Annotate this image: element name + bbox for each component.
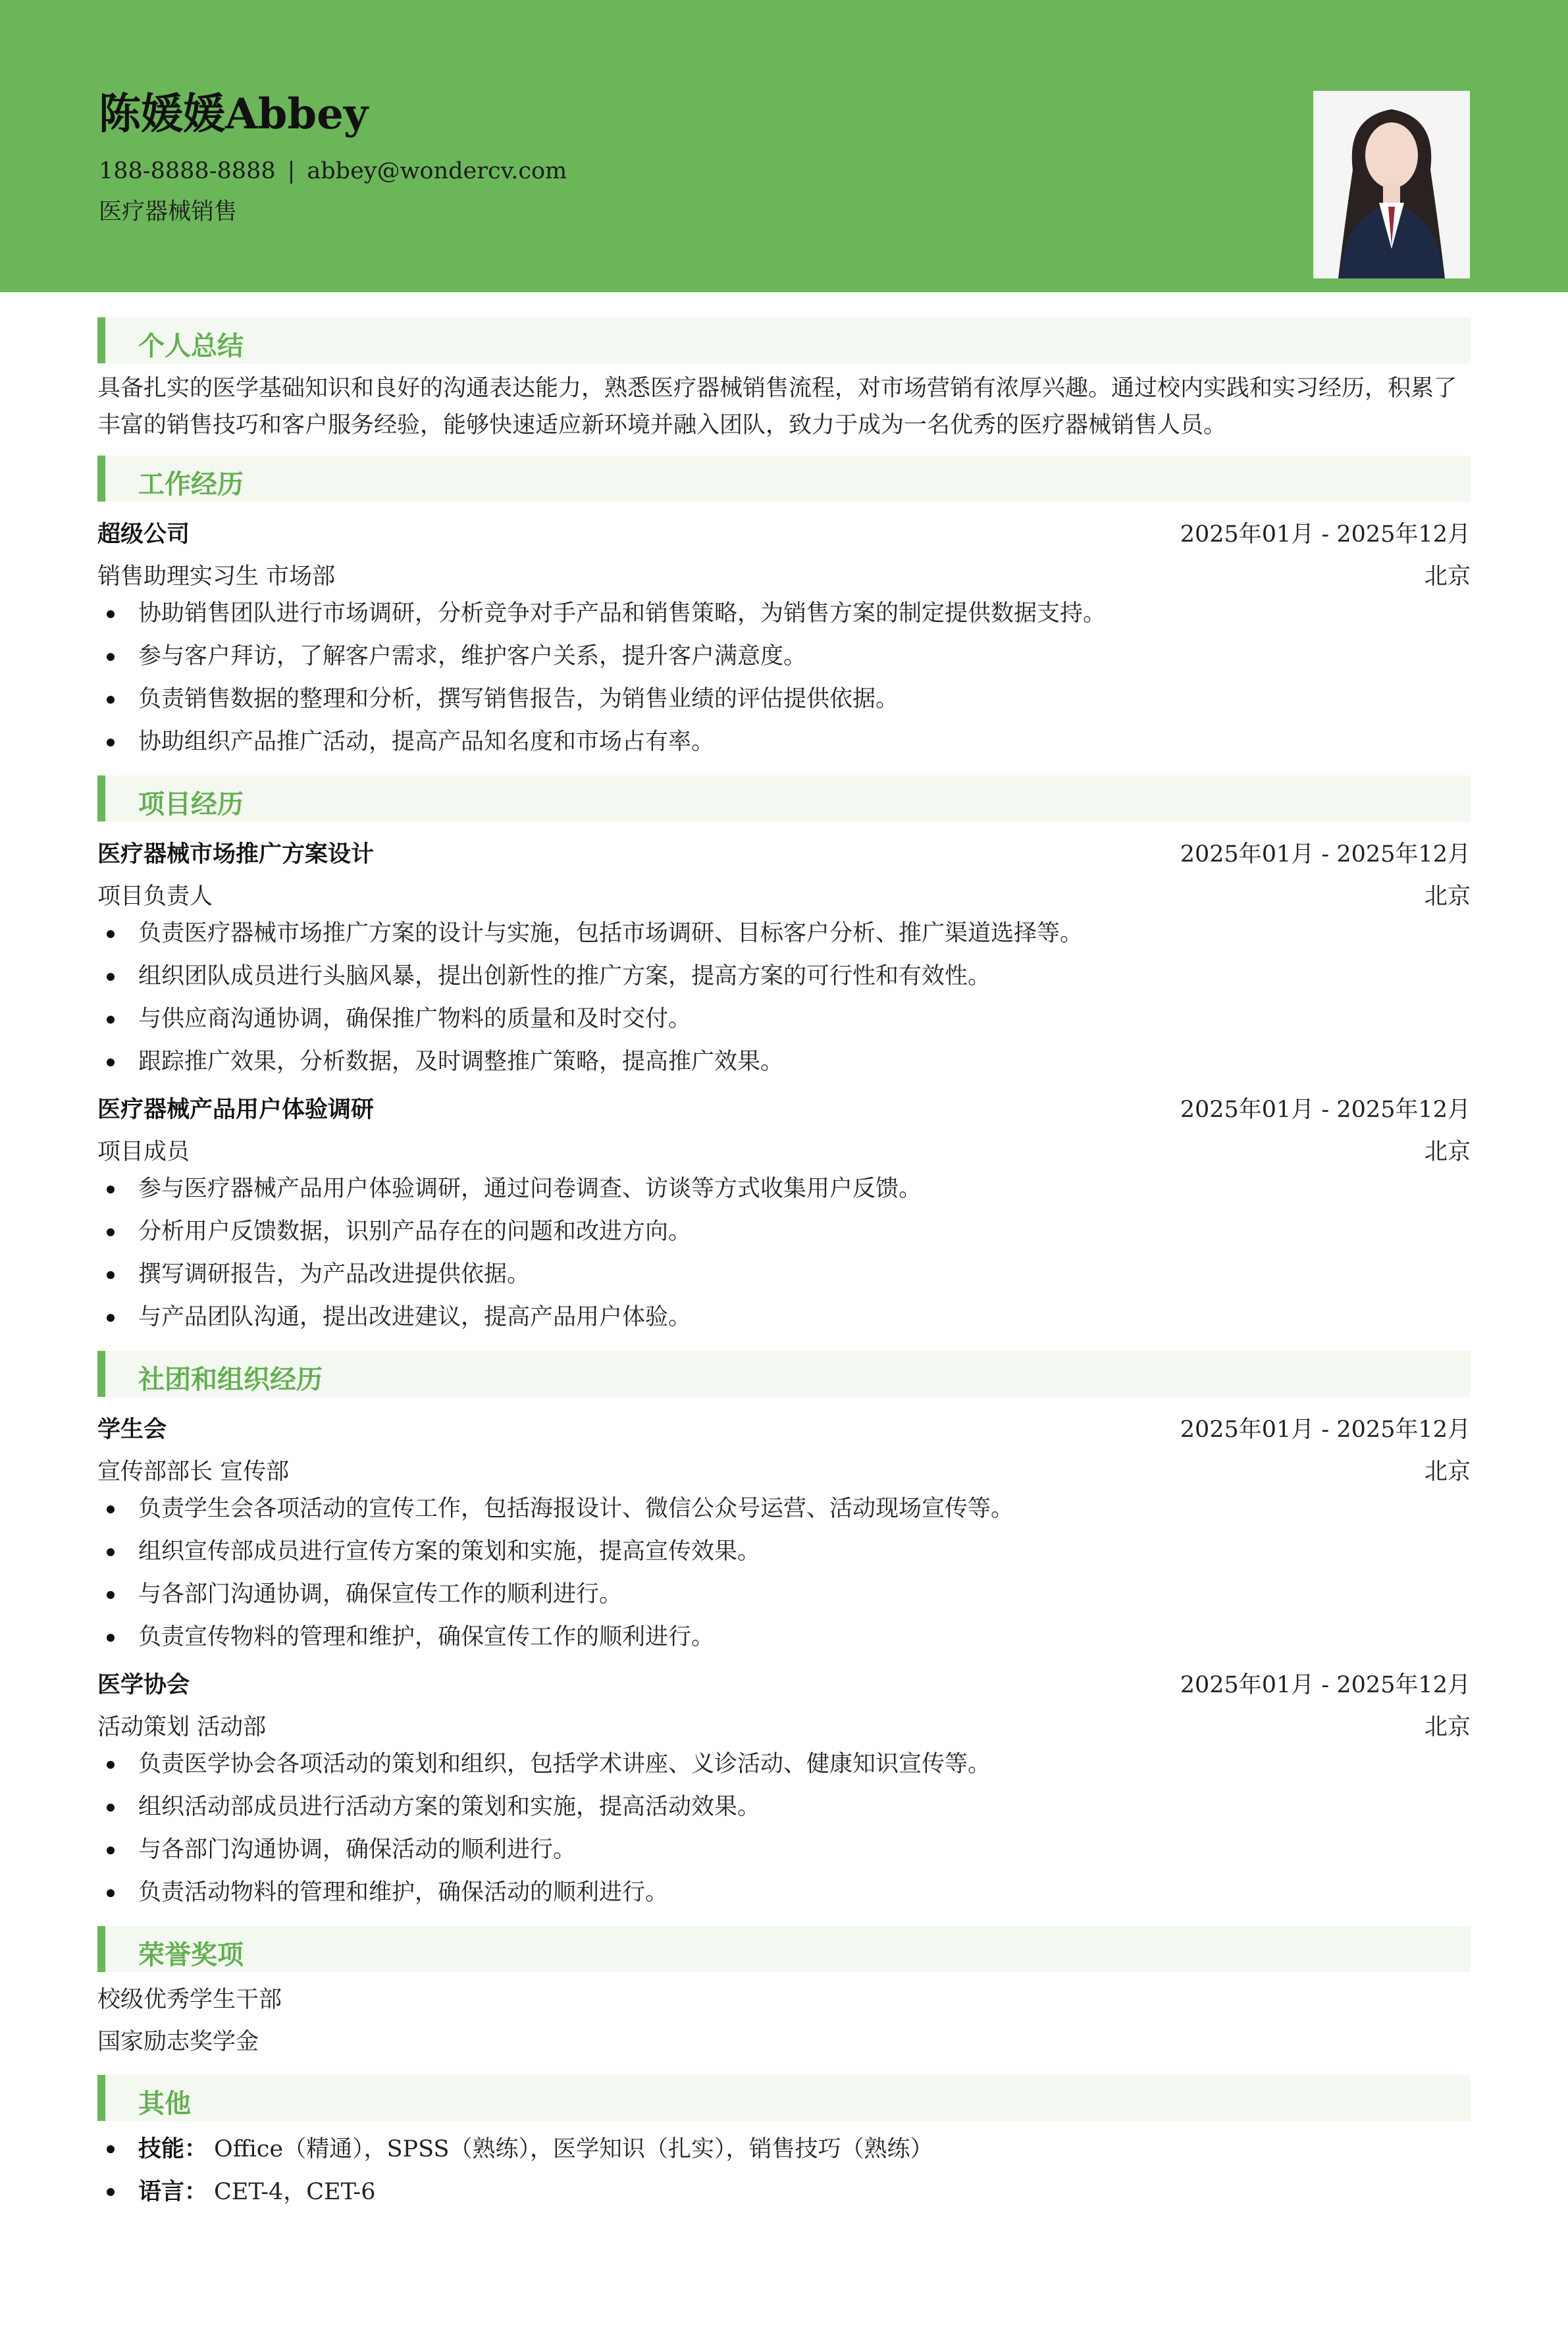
- contact-separator: |: [287, 158, 296, 184]
- section-honors-title: [97, 1926, 1471, 1972]
- bullet-item: 分析用户反馈数据，识别产品存在的问题和改进方向。: [97, 1211, 1471, 1253]
- other-list: [97, 2128, 1471, 2213]
- honor-item: 校级优秀学生干部: [97, 1987, 282, 2013]
- entry-date: 2025年01月 - 2025年12月: [1180, 841, 1471, 868]
- entry-bullets: [97, 1168, 1471, 1339]
- bullet-item: 参与客户拜访，了解客户需求，维护客户关系，提升客户满意度。: [97, 635, 1471, 678]
- entry-role: 销售助理实习生 市场部: [97, 563, 336, 590]
- section-heading: 项目经历: [138, 789, 244, 820]
- section-accent-bar: [97, 317, 105, 363]
- bullet-item: 与各部门沟通协调，确保活动的顺利进行。: [97, 1829, 1471, 1871]
- language-label: 语言：: [138, 2178, 208, 2205]
- candidate-name: 陈媛媛Abbey: [99, 90, 369, 139]
- project-entry: [97, 1084, 1471, 1339]
- section-accent-bar: [97, 1926, 105, 1972]
- resume-body: [97, 305, 1471, 2213]
- entry-subheader: [97, 550, 1471, 592]
- entry-role: 活动策划 活动部: [97, 1714, 267, 1740]
- bullet-item: 负责医疗器械市场推广方案的设计与实施，包括市场调研、目标客户分析、推广渠道选择等。: [97, 912, 1471, 955]
- entry-bullets: [97, 592, 1471, 764]
- section-other-title: [97, 2075, 1471, 2121]
- section-heading: 个人总结: [138, 330, 244, 361]
- entry-org: 医疗器械产品用户体验调研: [97, 1096, 375, 1123]
- profile-photo: [1313, 91, 1470, 278]
- entry-header: [97, 1084, 1471, 1126]
- section-summary-title: [97, 317, 1471, 363]
- work-entry: [97, 508, 1471, 764]
- entry-role: 宣传部部长 宣传部: [97, 1459, 290, 1485]
- entry-role: 项目负责人: [97, 883, 213, 910]
- bullet-item: 负责学生会各项活动的宣传工作，包括海报设计、微信公众号运营、活动现场宣传等。: [97, 1488, 1471, 1530]
- entry-location: 北京: [1424, 563, 1471, 590]
- entry-org: 学生会: [97, 1416, 167, 1443]
- bullet-item: 负责销售数据的整理和分析，撰写销售报告，为销售业绩的评估提供依据。: [97, 678, 1471, 721]
- entry-location: 北京: [1424, 883, 1471, 910]
- entry-subheader: [97, 1701, 1471, 1743]
- header-banner: [0, 0, 1568, 292]
- section-accent-bar: [97, 2075, 105, 2121]
- bullet-item: 协助组织产品推广活动，提高产品知名度和市场占有率。: [97, 721, 1471, 764]
- section-accent-bar: [97, 775, 105, 822]
- entry-bullets: [97, 1488, 1471, 1659]
- bullet-item: 参与医疗器械产品用户体验调研，通过问卷调查、访谈等方式收集用户反馈。: [97, 1168, 1471, 1211]
- entry-role: 项目成员: [97, 1139, 190, 1165]
- entry-subheader: [97, 1126, 1471, 1168]
- section-heading: 工作经历: [138, 469, 244, 500]
- entry-header: [97, 1659, 1471, 1701]
- section-accent-bar: [97, 1351, 105, 1397]
- bullet-item: 协助销售团队进行市场调研，分析竞争对手产品和销售策略，为销售方案的制定提供数据支持。: [97, 592, 1471, 635]
- bullet-item: 负责医学协会各项活动的策划和组织，包括学术讲座、义诊活动、健康知识宣传等。: [97, 1743, 1471, 1786]
- entry-subheader: [97, 1446, 1471, 1488]
- entry-date: 2025年01月 - 2025年12月: [1180, 1672, 1471, 1698]
- entry-header: [97, 828, 1471, 870]
- entry-org: 医学协会: [97, 1671, 190, 1698]
- bullet-item: 跟踪推广效果，分析数据，及时调整推广策略，提高推广效果。: [97, 1041, 1471, 1084]
- job-intention: 医疗器械销售: [99, 199, 238, 225]
- section-clubs-title: [97, 1351, 1471, 1397]
- skills-value: Office（精通），SPSS（熟练），医学知识（扎实），销售技巧（熟练）: [214, 2136, 933, 2162]
- bullet-item: 与各部门沟通协调，确保宣传工作的顺利进行。: [97, 1573, 1471, 1616]
- bullet-item: 组织活动部成员进行活动方案的策划和实施，提高活动效果。: [97, 1786, 1471, 1829]
- portrait-icon: [1313, 91, 1470, 278]
- club-entry: [97, 1659, 1471, 1914]
- section-work-title: [97, 456, 1471, 502]
- bullet-item: 组织团队成员进行头脑风暴，提出创新性的推广方案，提高方案的可行性和有效性。: [97, 955, 1471, 998]
- entry-date: 2025年01月 - 2025年12月: [1180, 521, 1471, 548]
- section-projects-title: [97, 775, 1471, 822]
- entry-date: 2025年01月 - 2025年12月: [1180, 1097, 1471, 1123]
- email-address: abbey@wondercv.com: [307, 158, 567, 184]
- contact-line: [99, 158, 567, 184]
- club-entry: [97, 1403, 1471, 1659]
- language-value: CET-4，CET-6: [214, 2179, 376, 2205]
- bullet-item: 组织宣传部成员进行宣传方案的策划和实施，提高宣传效果。: [97, 1530, 1471, 1573]
- entry-header: [97, 1403, 1471, 1446]
- bullet-item: 与供应商沟通协调，确保推广物料的质量和及时交付。: [97, 998, 1471, 1041]
- entry-bullets: [97, 1743, 1471, 1914]
- section-accent-bar: [97, 456, 105, 502]
- summary-text: 具备扎实的医学基础知识和良好的沟通表达能力，熟悉医疗器械销售流程，对市场营销有浓厚兴趣。通过校内实践和实习经历，积累了丰富的销售技巧和客户服务经验，能够快速适应新环境并融入团队，致力于成为一名优秀的医疗器械销售人员。: [97, 375, 1457, 438]
- entry-header: [97, 508, 1471, 550]
- phone-number: 188-8888-8888: [99, 158, 276, 184]
- entry-location: 北京: [1424, 1714, 1471, 1740]
- entry-org: 超级公司: [97, 521, 190, 548]
- entry-date: 2025年01月 - 2025年12月: [1180, 1417, 1471, 1443]
- skills-label: 技能：: [138, 2135, 208, 2162]
- section-heading: 荣誉奖项: [138, 1939, 244, 1970]
- entry-subheader: [97, 870, 1471, 912]
- bullet-item: 与产品团队沟通，提出改进建议，提高产品用户体验。: [97, 1296, 1471, 1339]
- skills-item: [97, 2128, 1471, 2170]
- bullet-item: 负责宣传物料的管理和维护，确保宣传工作的顺利进行。: [97, 1616, 1471, 1659]
- language-item: [97, 2170, 1471, 2213]
- bullet-item: 负责活动物料的管理和维护，确保活动的顺利进行。: [97, 1871, 1471, 1914]
- entry-location: 北京: [1424, 1459, 1471, 1485]
- project-entry: [97, 828, 1471, 1084]
- section-heading: 社团和组织经历: [138, 1364, 323, 1395]
- bullet-item: 撰写调研报告，为产品改进提供依据。: [97, 1253, 1471, 1296]
- entry-location: 北京: [1424, 1139, 1471, 1165]
- entry-org: 医疗器械市场推广方案设计: [97, 841, 375, 868]
- section-heading: 其他: [138, 2088, 191, 2119]
- entry-bullets: [97, 912, 1471, 1084]
- honor-item: 国家励志奖学金: [97, 2029, 259, 2055]
